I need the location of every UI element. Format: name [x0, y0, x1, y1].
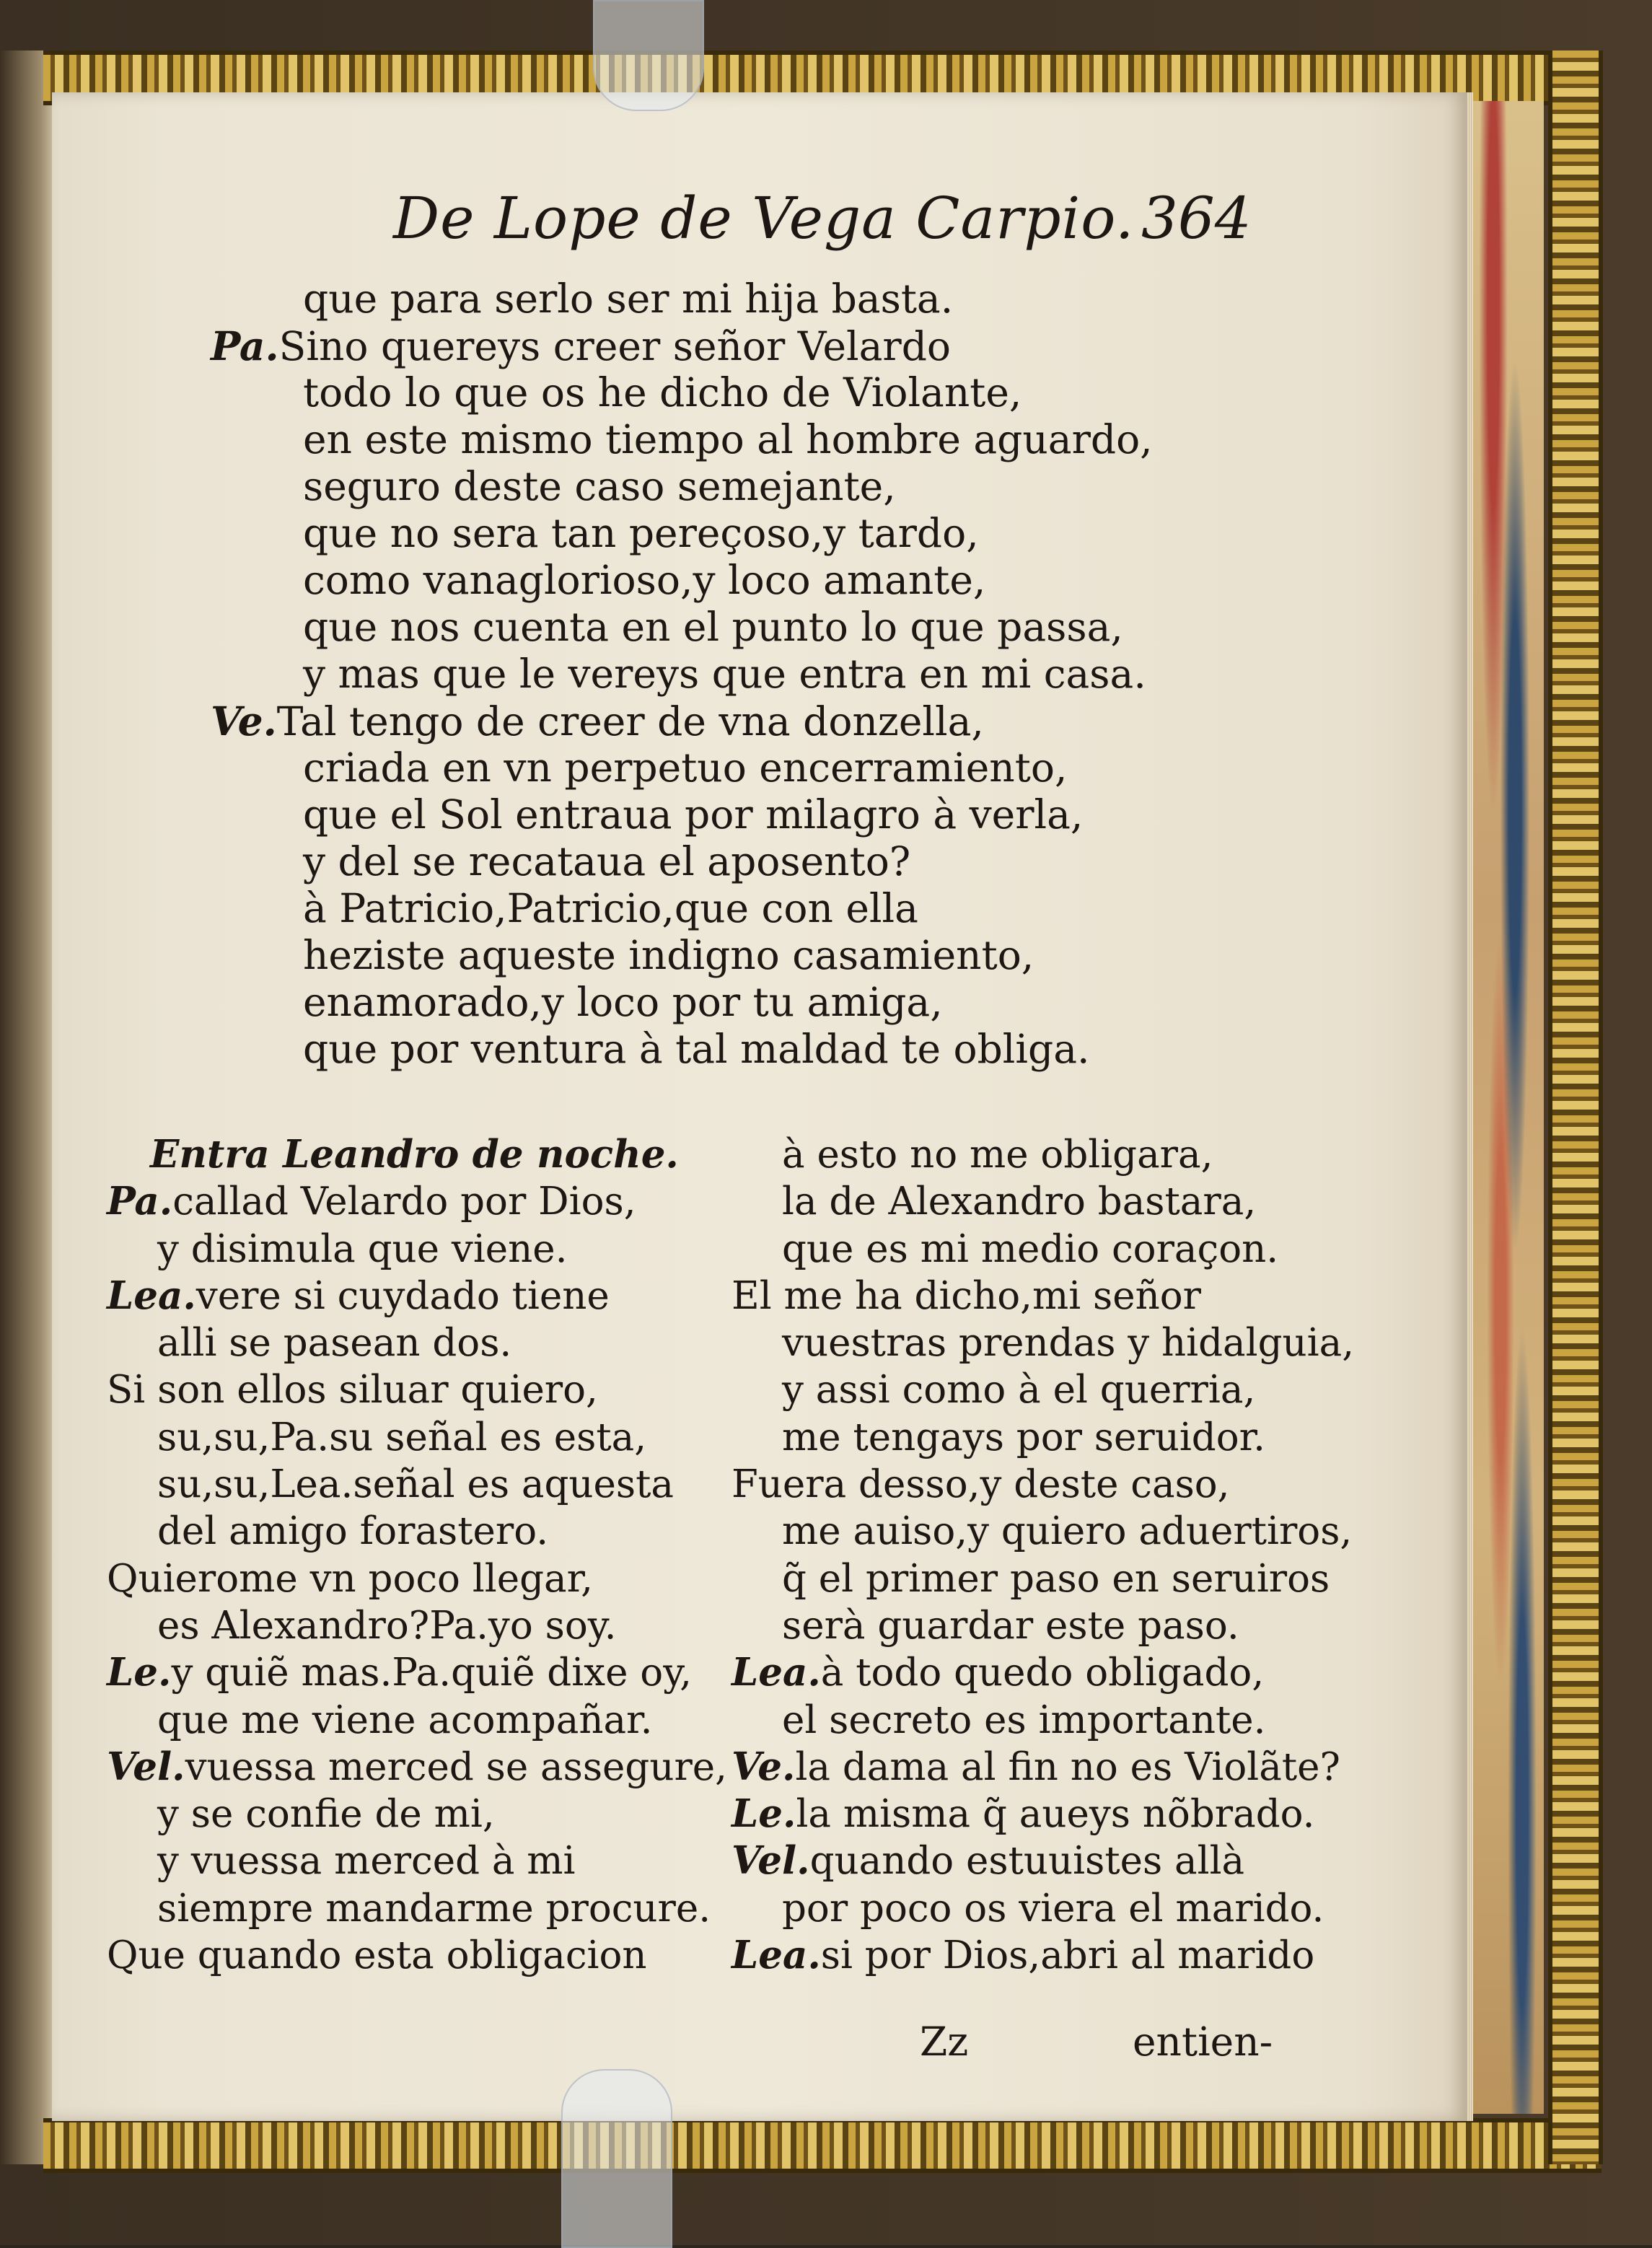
verse-line — [731, 1131, 1354, 1178]
verse-line — [252, 416, 1153, 463]
verse-line — [107, 1461, 727, 1508]
verse-text: seguro deste caso semejante, — [303, 463, 896, 509]
verse-text: enamorado,y loco por tu amiga, — [303, 979, 943, 1025]
verse-text: callad Velardo por Dios, — [172, 1180, 636, 1224]
verse-text: que el Sol entraua por milagro à verla, — [303, 791, 1084, 838]
verse-text: serà guardar este paso. — [782, 1603, 1239, 1648]
verse-text: que por ventura à tal maldad te obliga. — [303, 1026, 1090, 1072]
verse-text: Quierome vn poco llegar, — [107, 1556, 593, 1601]
verse-line — [107, 1744, 727, 1791]
verse-text: todo lo que os he dicho de Violante, — [303, 369, 1022, 416]
verse-line — [731, 1555, 1354, 1602]
verse-text: del amigo forastero. — [157, 1509, 549, 1554]
bleed-through — [1226, 281, 1262, 405]
verse-line — [731, 1414, 1354, 1461]
verse-line — [252, 604, 1153, 651]
verse-line — [252, 557, 1153, 604]
verse-line — [107, 1838, 727, 1884]
verse-line — [731, 1461, 1354, 1508]
verse-text: y disimula que viene. — [157, 1226, 568, 1271]
verse-line — [107, 1320, 727, 1366]
verse-line — [107, 1273, 727, 1320]
verse-line — [107, 1508, 727, 1555]
verse-line — [731, 1320, 1354, 1366]
verse-text: Si son ellos siluar quiero, — [107, 1368, 598, 1413]
verse-line — [731, 1602, 1354, 1649]
verse-line — [731, 1885, 1354, 1932]
verse-line — [107, 1226, 727, 1273]
verse-text: vere si cuydado tiene — [195, 1273, 610, 1318]
verse-text: si por Dios,abri al marido — [820, 1933, 1315, 1978]
marbled-endpaper — [1472, 101, 1544, 2114]
verse-line — [107, 1178, 727, 1225]
verse-text: y vuessa merced à mi — [157, 1839, 576, 1884]
verse-line — [107, 1791, 727, 1838]
speaker-label: Ve. — [211, 698, 277, 745]
verse-text: y quiẽ mas.Pa.quiẽ dixe oy, — [171, 1651, 692, 1695]
verse-text: la de Alexandro bastara, — [782, 1180, 1257, 1224]
verse-text: Que quando esta obligacion — [107, 1933, 647, 1978]
verse-line — [252, 276, 1153, 322]
verse-text: vuessa merced se assegure, — [185, 1744, 728, 1789]
verse-text: y assi como à el querria, — [782, 1368, 1256, 1413]
verse-line — [252, 791, 1153, 838]
speaker-label: Lea. — [107, 1273, 196, 1318]
verse-text: como vanaglorioso,y loco amante, — [303, 557, 986, 603]
verse-text: vuestras prendas y hidalguia, — [782, 1321, 1355, 1366]
verse-text: que no sera tan pereçoso,y tardo, — [303, 510, 979, 556]
verse-line — [731, 1932, 1354, 1979]
speaker-label: Pa. — [211, 322, 279, 369]
verse-text: heziste aqueste indigno casamiento, — [303, 932, 1034, 978]
left-column — [107, 1131, 727, 1979]
catchword: entien- — [1133, 2019, 1273, 2065]
verse-text: à todo quedo obligado, — [820, 1651, 1265, 1695]
verse-line — [731, 1178, 1354, 1225]
verse-text: y se confie de mi, — [157, 1792, 495, 1837]
verse-text: en este mismo tiempo al hombre aguardo, — [303, 416, 1153, 462]
speaker-label: Ve. — [731, 1744, 796, 1789]
verse-line — [252, 463, 1153, 510]
verse-text: su,su,Pa.su señal es esta, — [157, 1415, 647, 1459]
verse-line — [731, 1273, 1354, 1320]
verse-line — [211, 698, 1153, 745]
verse-text: y mas que le vereys que entra en mi casa. — [303, 651, 1146, 697]
speaker-label: Lea. — [731, 1933, 821, 1978]
verse-line — [107, 1697, 727, 1744]
verse-line — [252, 745, 1153, 791]
speaker-label: Vel. — [107, 1744, 185, 1789]
verse-text: me auiso,y quiero aduertiros, — [782, 1509, 1353, 1554]
right-column — [731, 1131, 1354, 1979]
verse-line — [107, 1414, 727, 1461]
verse-text: quando estuuistes allà — [809, 1839, 1245, 1884]
verse-text: Tal tengo de creer de vna donzella, — [276, 698, 984, 745]
gilt-border-right — [1548, 51, 1603, 2164]
verse-line — [107, 1555, 727, 1602]
verse-line — [107, 1649, 727, 1696]
verse-line — [107, 1602, 727, 1649]
page-number: 364 — [1141, 185, 1252, 252]
verse-line — [252, 510, 1153, 557]
verse-text: que para serlo ser mi hija basta. — [303, 276, 954, 322]
verse-text: la dama al fin no es Violãte? — [795, 1744, 1340, 1789]
verse-text: alli se pasean dos. — [157, 1321, 512, 1366]
verse-text: criada en vn perpetuo encerramiento, — [303, 745, 1068, 791]
verse-text: que nos cuenta en el punto lo que passa, — [303, 604, 1123, 650]
verse-text: à esto no me obligara, — [782, 1133, 1213, 1177]
verse-line — [107, 1932, 727, 1979]
verse-line — [252, 838, 1153, 885]
speaker-label: Le. — [107, 1650, 172, 1695]
verse-text: por poco os viera el marido. — [782, 1886, 1324, 1931]
signature-mark: Zz — [920, 2019, 969, 2065]
verse-line — [252, 932, 1153, 979]
verse-line — [107, 1366, 727, 1413]
verse-text: q̃ el primer paso en seruiros — [782, 1556, 1330, 1601]
verse-line — [252, 885, 1153, 932]
verse-line — [731, 1744, 1354, 1791]
verse-text: la misma q̃ aueys nõbrado. — [796, 1792, 1315, 1837]
verse-line — [252, 979, 1153, 1026]
verse-text: es Alexandro?Pa.yo soy. — [157, 1603, 617, 1648]
verse-text: à Patricio,Patricio,que con ella — [303, 885, 918, 931]
verse-text: El me ha dicho,mi señor — [731, 1273, 1201, 1318]
verse-text: siempre mandarme procure. — [157, 1886, 711, 1931]
speaker-label: Vel. — [731, 1838, 810, 1884]
page-edges — [1467, 92, 1473, 2121]
verse-text: su,su,Lea.señal es aquesta — [157, 1462, 674, 1507]
verse-text: me tengays por seruidor. — [782, 1415, 1265, 1459]
verse-line — [107, 1885, 727, 1932]
verse-line — [252, 651, 1153, 698]
verse-text: que me viene acompañar. — [157, 1698, 653, 1742]
speaker-label: Le. — [731, 1791, 796, 1837]
verse-line — [211, 322, 1153, 369]
verse-text: que es mi medio coraçon. — [782, 1226, 1279, 1271]
running-head: De Lope de Vega Carpio. — [393, 185, 1135, 252]
verse-block-top — [211, 276, 1153, 1073]
verse-line — [731, 1226, 1354, 1273]
verse-text: Sino quereys creer señor Velardo — [278, 323, 952, 369]
glass-clip-top — [593, 0, 704, 111]
verse-text: y del se recataua el aposento? — [303, 838, 911, 884]
verse-line — [252, 369, 1153, 416]
speaker-label: Pa. — [107, 1179, 173, 1224]
glass-clip-bottom — [561, 2069, 672, 2248]
verse-line — [731, 1791, 1354, 1838]
verse-text: el secreto es importante. — [782, 1698, 1266, 1742]
facing-page-edge — [0, 51, 58, 2164]
verse-line — [252, 1026, 1153, 1073]
gilt-border-bottom — [43, 2118, 1602, 2173]
verse-line — [731, 1838, 1354, 1884]
stage-direction: Entra Leandro de noche. — [150, 1132, 679, 1177]
verse-line — [731, 1697, 1354, 1744]
speaker-label: Lea. — [731, 1650, 821, 1695]
verse-line — [731, 1649, 1354, 1696]
verse-line — [731, 1508, 1354, 1555]
verse-text: Fuera desso,y deste caso, — [731, 1462, 1230, 1507]
verse-line — [731, 1366, 1354, 1413]
